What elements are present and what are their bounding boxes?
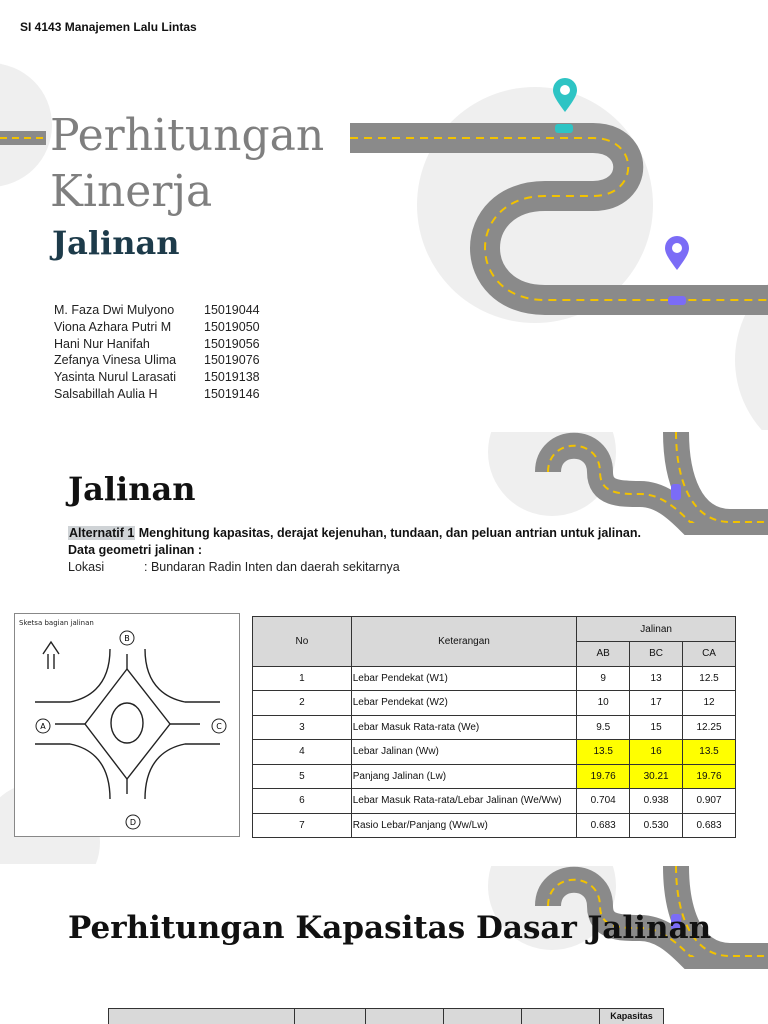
car-icon [671,484,681,500]
member-nim: 15019076 [204,353,260,368]
cell-ca: 0.683 [683,813,736,838]
geometry-title: Data geometri jalinan : [68,543,203,557]
header-bc: BC [630,642,683,667]
header-keterangan: Keterangan [351,617,577,667]
cell-bc-highlight: 16 [630,740,683,765]
table-row [253,789,736,814]
cell-no: 1 [253,666,352,691]
cell-no: 2 [253,691,352,716]
member-row [54,303,260,320]
member-name: Hani Nur Hanifah [54,336,150,351]
member-name: Salsabillah Aulia H [54,386,158,401]
cell-ket: Lebar Masuk Rata-rata (We) [351,715,577,740]
car-icon [668,296,686,305]
member-name: Yasinta Nurul Larasati [54,370,177,385]
alternative-label: Alternatif 1 [69,526,135,540]
cell-bc: 15 [630,715,683,740]
subtitle: Jalinan [52,224,180,262]
table-row [253,740,736,765]
cell-ca: 0.907 [683,789,736,814]
member-nim: 15019146 [204,386,260,401]
section-heading: Jalinan [68,470,196,508]
title-slide [0,0,768,430]
sketch-title: Sketsa bagian jalinan [19,619,94,627]
header-no: No [253,617,352,667]
cell-ket: Rasio Lebar/Panjang (Ww/Lw) [351,813,577,838]
cell-ca-highlight: 19.76 [683,764,736,789]
cell-bc-highlight: 30.21 [630,764,683,789]
sketch-label-c: C [216,722,222,731]
title-line-1: Perhitungan [50,110,325,161]
sketch-label-b: B [124,634,130,643]
cell-ket: Lebar Pendekat (W2) [351,691,577,716]
cell-ab: 9 [577,666,630,691]
capacity-slide [0,866,768,1024]
member-nim: 15019056 [204,336,260,351]
header-kapasitas: Kapasitas [600,1009,664,1024]
alternative-text: Menghitung kapasitas, derajat kejenuhan, tundaan, dan peluan antrian untuk jalinan. [135,526,641,540]
bg-circle-left [0,63,52,187]
member-name: Zefanya Vinesa Ulima [54,353,177,368]
cell-ket: Lebar Jalinan (Ww) [351,740,577,765]
jalinan-slide [0,432,768,864]
member-row [54,387,260,404]
capacity-table [108,1008,664,1024]
intersection-sketch [14,613,240,837]
alternative-line [68,526,641,540]
table-row [253,813,736,838]
member-nim: 15019050 [204,319,260,334]
cell-no: 4 [253,740,352,765]
section-heading: Perhitungan Kapasitas Dasar Jalinan [68,910,712,946]
header-jalinan: Jalinan [577,617,736,642]
member-row [54,320,260,337]
member-list [54,303,260,404]
member-name: Viona Azhara Putri M [54,319,172,334]
location-line [68,560,400,574]
cell-ket: Lebar Masuk Rata-rata/Lebar Jalinan (We/Ww) [351,789,577,814]
cell-ab-highlight: 13.5 [577,740,630,765]
cell-ca-highlight: 13.5 [683,740,736,765]
sketch-label-d: D [129,818,137,827]
cell-ca: 12.5 [683,666,736,691]
sketch-label-a: A [40,722,46,731]
roundabout-drawing [15,614,239,836]
course-code: SI 4143 Manajemen Lalu Lintas [20,20,197,34]
cell-ca: 12 [683,691,736,716]
location-key: Lokasi [68,560,105,574]
table-row [253,691,736,716]
cell-no: 6 [253,789,352,814]
member-row [54,337,260,354]
cell-no: 3 [253,715,352,740]
table-row [253,666,736,691]
cell-ab: 0.683 [577,813,630,838]
table-row [253,715,736,740]
cell-ab: 0.704 [577,789,630,814]
member-row [54,353,260,370]
location-value: : Bundaran Radin Inten dan daerah sekitarnya [144,560,400,574]
title-block [50,108,324,221]
cell-no: 7 [253,813,352,838]
cell-bc: 0.938 [630,789,683,814]
cell-ab: 10 [577,691,630,716]
cell-ab-highlight: 19.76 [577,764,630,789]
member-row [54,370,260,387]
cell-ab: 9.5 [577,715,630,740]
map-pin-icon [665,236,689,270]
cell-bc: 13 [630,666,683,691]
geometry-table [252,616,736,838]
title-line-2: Kinerja [50,166,213,218]
member-name: M. Faza Dwi Mulyono [54,303,175,317]
header-ca: CA [683,642,736,667]
member-nim: 15019138 [204,370,260,385]
car-icon [555,124,573,133]
member-nim: 15019044 [204,303,260,317]
cell-ket: Lebar Pendekat (W1) [351,666,577,691]
cell-no: 5 [253,764,352,789]
cell-ca: 12.25 [683,715,736,740]
table-row [253,764,736,789]
bg-circle-right [735,255,768,430]
header-ab: AB [577,642,630,667]
cell-ket: Panjang Jalinan (Lw) [351,764,577,789]
cell-bc: 0.530 [630,813,683,838]
cell-bc: 17 [630,691,683,716]
